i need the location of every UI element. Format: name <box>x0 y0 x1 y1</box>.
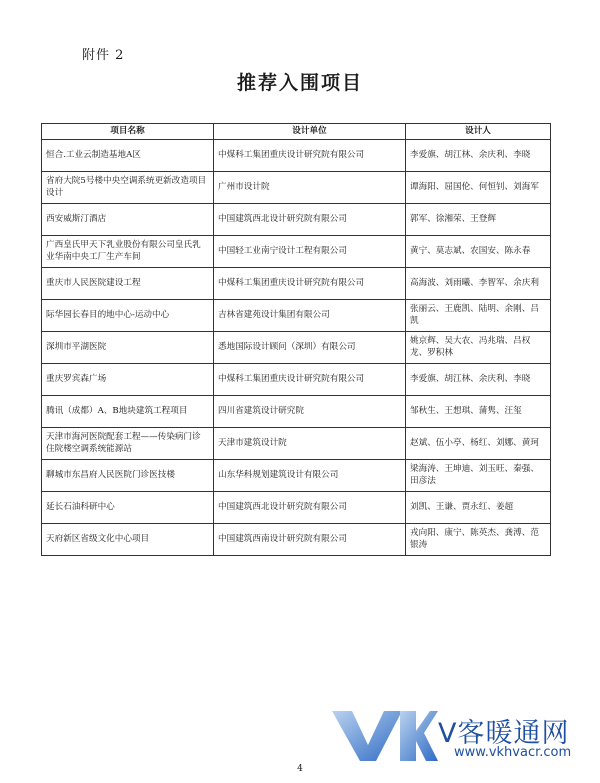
table-row <box>42 396 551 428</box>
vk-logo-icon <box>330 705 440 763</box>
table-row <box>42 140 551 172</box>
table-row <box>42 332 551 364</box>
watermark-url: www.vkhvacr.com <box>454 745 572 760</box>
column-header-design-unit: 设计单位 <box>214 124 406 140</box>
designers-cell: 郭军、徐湘荣、王登辉 <box>406 204 551 236</box>
project-name-cell: 延长石油科研中心 <box>42 492 214 524</box>
design-unit-cell: 中国建筑西南设计研究院有限公司 <box>214 524 406 556</box>
table-row <box>42 460 551 492</box>
design-unit-cell: 中煤科工集团重庆设计研究院有限公司 <box>214 140 406 172</box>
design-unit-cell: 中国建筑西北设计研究院有限公司 <box>214 492 406 524</box>
designers-cell: 刘凯、王谦、贾永红、姜超 <box>406 492 551 524</box>
project-name-cell: 重庆罗宾森广场 <box>42 364 214 396</box>
design-unit-cell: 天津市建筑设计院 <box>214 428 406 460</box>
page-title: 推荐入围项目 <box>236 72 363 94</box>
design-unit-cell: 广州市设计院 <box>214 172 406 204</box>
project-name-cell: 天府新区省级文化中心项目 <box>42 524 214 556</box>
table-row <box>42 364 551 396</box>
designers-cell: 赵斌、伍小亭、杨红、刘娜、黄珂 <box>406 428 551 460</box>
design-unit-cell: 中国建筑西北设计研究院有限公司 <box>214 204 406 236</box>
project-name-cell: 广西皇氏甲天下乳业股份有限公司皇氏乳业华南中央工厂生产车间 <box>42 236 214 268</box>
project-name-cell: 聊城市东昌府人民医院门诊医技楼 <box>42 460 214 492</box>
column-header-designers: 设计人 <box>406 124 551 140</box>
designers-cell: 戎向阳、康宁、陈英杰、龚溥、范银涛 <box>406 524 551 556</box>
column-header-project-name: 项目名称 <box>42 124 214 140</box>
designers-cell: 李爱旗、胡江林、余庆利、李晓 <box>406 364 551 396</box>
designers-cell: 高海波、刘雨曦、李智军、余庆利 <box>406 268 551 300</box>
project-name-cell: 重庆市人民医院建设工程 <box>42 268 214 300</box>
table-header-row <box>42 124 551 140</box>
project-name-cell: 际华园长春目的地中心-运动中心 <box>42 300 214 332</box>
project-name-cell: 腾讯（成都）A、B地块建筑工程项目 <box>42 396 214 428</box>
page-number: 4 <box>297 764 303 774</box>
table-row <box>42 236 551 268</box>
designers-cell: 姚京辉、吴大农、冯兆瑞、吕权龙、罗积林 <box>406 332 551 364</box>
design-unit-cell: 中煤科工集团重庆设计研究院有限公司 <box>214 268 406 300</box>
designers-cell: 谭海阳、屈国伦、何恒钊、刘海军 <box>406 172 551 204</box>
designers-cell: 邹秋生、王想琪、蒲隽、汪玺 <box>406 396 551 428</box>
attachment-label: 附件 2 <box>82 48 125 63</box>
table-row <box>42 492 551 524</box>
watermark-site-name: V客暖通网 <box>438 718 570 749</box>
designers-cell: 黄宁、莫志斌、农国安、陈永春 <box>406 236 551 268</box>
project-name-cell: 恒合.工业云制造基地A区 <box>42 140 214 172</box>
design-unit-cell: 悉地国际设计顾问（深圳）有限公司 <box>214 332 406 364</box>
project-name-cell: 西安威斯汀酒店 <box>42 204 214 236</box>
project-name-cell: 天津市海河医院配套工程——传染病门诊住院楼空调系统能源站 <box>42 428 214 460</box>
table-row <box>42 172 551 204</box>
design-unit-cell: 四川省建筑设计研究院 <box>214 396 406 428</box>
table-row <box>42 204 551 236</box>
table-row <box>42 300 551 332</box>
project-name-cell: 深圳市平湖医院 <box>42 332 214 364</box>
project-name-cell: 省府大院5号楼中央空调系统更新改造项目设计 <box>42 172 214 204</box>
design-unit-cell: 中煤科工集团重庆设计研究院有限公司 <box>214 364 406 396</box>
table-row <box>42 428 551 460</box>
designers-cell: 李爱旗、胡江林、余庆利、李晓 <box>406 140 551 172</box>
design-unit-cell: 山东华科规划建筑设计有限公司 <box>214 460 406 492</box>
designers-cell: 梁海涛、王坤迪、刘玉旺、秦强、田彦法 <box>406 460 551 492</box>
design-unit-cell: 中国轻工业南宁设计工程有限公司 <box>214 236 406 268</box>
designers-cell: 张丽云、王鹿凯、陆明、余刚、吕凯 <box>406 300 551 332</box>
projects-table <box>41 123 551 556</box>
table-row <box>42 524 551 556</box>
watermark <box>330 705 592 763</box>
table-row <box>42 268 551 300</box>
design-unit-cell: 吉林省建苑设计集团有限公司 <box>214 300 406 332</box>
